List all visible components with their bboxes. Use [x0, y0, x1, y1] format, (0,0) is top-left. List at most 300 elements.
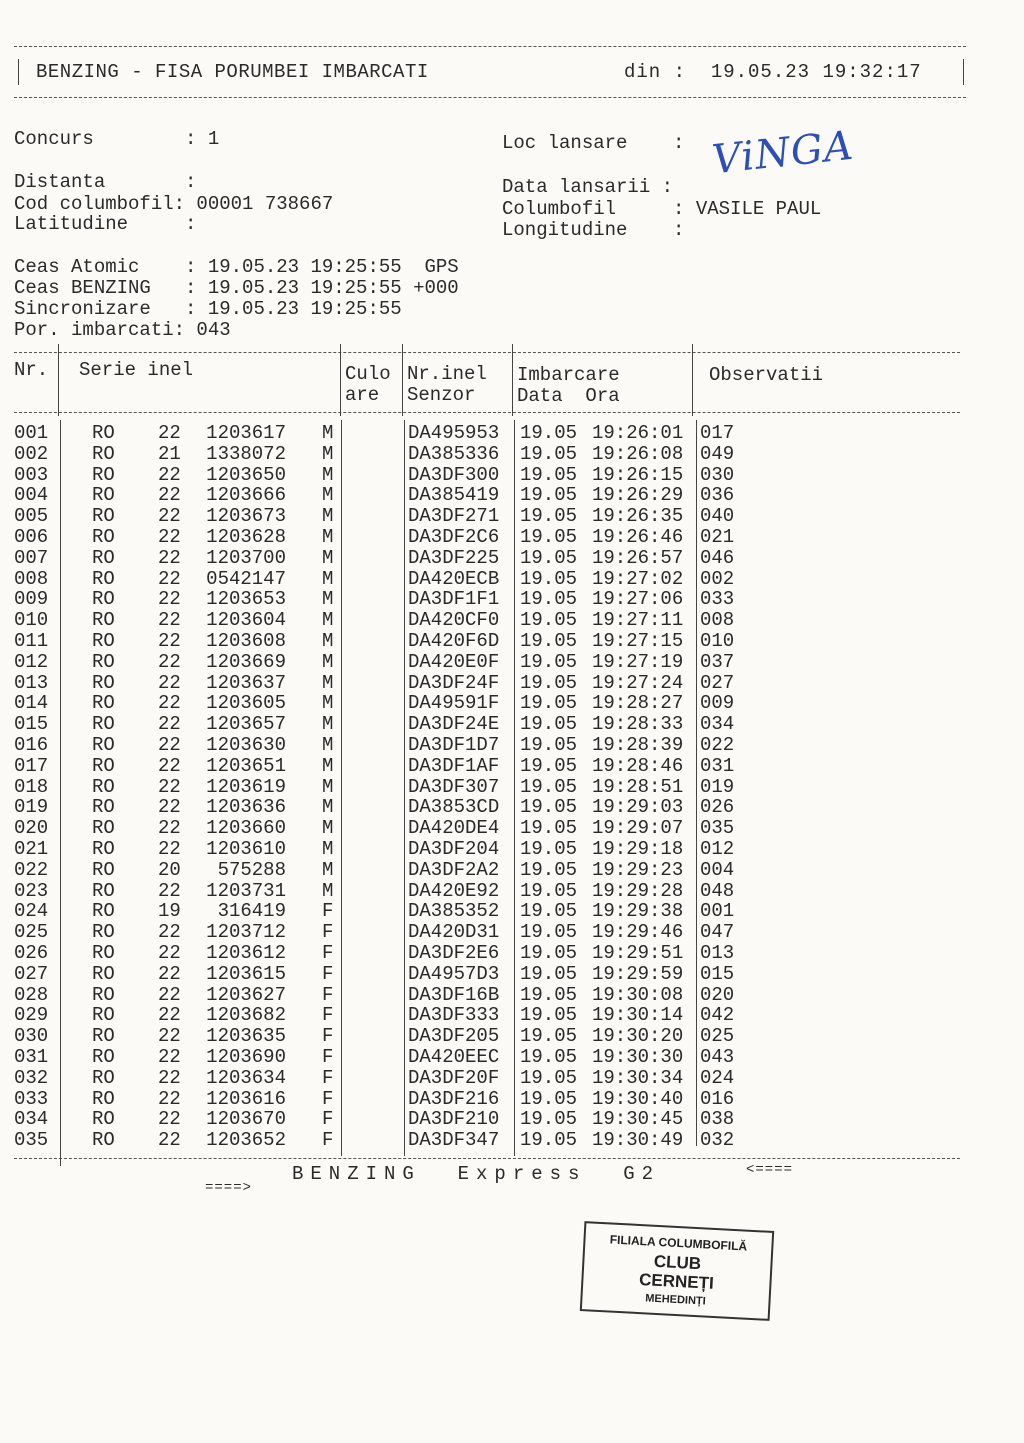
cell-nr: 022: [14, 858, 49, 881]
footer-right-arrow: <====: [746, 1162, 794, 1178]
cell-country: RO: [92, 671, 115, 694]
table-row: [0, 569, 1024, 590]
cell-date: 19.05: [520, 484, 578, 507]
ceas-benzing-line: Ceas BENZING : 19.05.23 19:25:55 +000: [14, 277, 459, 299]
cell-country: RO: [92, 1087, 115, 1110]
cell-time: 19:29:51: [592, 942, 684, 964]
cell-sensor: DA495953: [408, 422, 500, 444]
cell-nr: 019: [14, 796, 49, 819]
cell-ring: 1203690: [206, 1046, 286, 1068]
cell-sensor: DA3DF210: [408, 1108, 500, 1131]
cell-ring: 1203615: [206, 962, 286, 985]
cell-date: 19.05: [520, 630, 578, 652]
cell-nr: 034: [14, 1108, 49, 1131]
cell-sex: M: [322, 630, 334, 652]
cell-date: 19.05: [520, 546, 578, 569]
cell-country: RO: [92, 484, 115, 507]
cell-ring: 1203660: [206, 817, 286, 840]
cell-obs: 034: [700, 713, 735, 736]
cell-year: 22: [158, 1087, 181, 1110]
cell-country: RO: [92, 1129, 115, 1152]
cell-sensor: DA3DF1F1: [408, 588, 500, 611]
cod-columbofil-line: Cod columbofil: 00001 738667: [14, 193, 334, 215]
table-row: [0, 881, 1024, 902]
cell-nr: 021: [14, 838, 49, 860]
cell-ring: 1203619: [206, 775, 286, 798]
table-row: [0, 548, 1024, 569]
cell-time: 19:26:57: [592, 546, 684, 569]
cell-sex: M: [322, 858, 334, 881]
table-header-rule: [14, 412, 960, 413]
table-row: [0, 1026, 1024, 1047]
cell-ring: 1338072: [206, 442, 286, 465]
table-row: [0, 901, 1024, 922]
cell-obs: 020: [700, 983, 735, 1006]
cell-nr: 028: [14, 983, 49, 1006]
cell-date: 19.05: [520, 983, 578, 1006]
cell-time: 19:29:23: [592, 858, 684, 881]
table-row: [0, 756, 1024, 777]
table-row: [0, 777, 1024, 798]
cell-ring: 1203604: [206, 609, 286, 632]
cell-sensor: DA420EEC: [408, 1046, 500, 1068]
cell-time: 19:26:15: [592, 463, 684, 486]
report-date: [624, 61, 922, 83]
cell-country: RO: [92, 962, 115, 985]
cell-year: 22: [158, 1025, 181, 1048]
cell-ring: 1203635: [206, 1025, 286, 1048]
cell-year: 22: [158, 734, 181, 756]
cell-ring: 1203637: [206, 671, 286, 694]
cell-obs: 046: [700, 546, 735, 569]
cell-sensor: DA420E0F: [408, 650, 500, 673]
din-value: 19.05.23 19:32:17: [710, 61, 922, 83]
cell-sex: M: [322, 817, 334, 840]
cell-date: 19.05: [520, 713, 578, 736]
cell-year: 22: [158, 921, 181, 944]
cell-sex: F: [322, 1046, 334, 1068]
col-sep: [402, 344, 403, 416]
loc-lansare-line: Loc lansare :: [502, 132, 685, 154]
cell-nr: 009: [14, 588, 49, 611]
cell-obs: 024: [700, 1066, 735, 1089]
cell-ring: 1203650: [206, 463, 286, 486]
cell-year: 22: [158, 1066, 181, 1089]
table-row: [0, 444, 1024, 465]
cell-sex: F: [322, 1108, 334, 1131]
cell-sex: M: [322, 567, 334, 590]
cell-date: 19.05: [520, 609, 578, 632]
ceas-atomic-line: Ceas Atomic : 19.05.23 19:25:55 GPS: [14, 256, 459, 278]
cell-date: 19.05: [520, 526, 578, 548]
col-sep: [512, 344, 513, 416]
cell-time: 19:28:39: [592, 734, 684, 756]
cell-sensor: DA4957D3: [408, 962, 500, 985]
latitudine-line: Latitudine :: [14, 213, 197, 235]
table-row: [0, 1089, 1024, 1110]
table-row: [0, 964, 1024, 985]
cell-obs: 042: [700, 1004, 735, 1027]
cell-nr: 010: [14, 609, 49, 632]
cell-year: 22: [158, 983, 181, 1006]
cell-year: 22: [158, 526, 181, 548]
cell-ring: 1203731: [206, 879, 286, 902]
cell-sensor: DA420DE4: [408, 817, 500, 840]
cell-ring: 1203651: [206, 754, 286, 777]
cell-time: 19:30:45: [592, 1108, 684, 1131]
cell-nr: 005: [14, 505, 49, 528]
longitudine-line: Longitudine :: [502, 219, 685, 241]
cell-sensor: DA3DF205: [408, 1025, 500, 1048]
cell-sex: M: [322, 609, 334, 632]
cell-nr: 027: [14, 962, 49, 985]
table-row: [0, 860, 1024, 881]
cell-nr: 016: [14, 734, 49, 756]
por-imbarcati-line: Por. imbarcati: 043: [14, 319, 231, 341]
cell-nr: 030: [14, 1025, 49, 1048]
cell-obs: 037: [700, 650, 735, 673]
cell-sensor: DA420F6D: [408, 630, 500, 652]
table-row: [0, 1005, 1024, 1026]
cell-year: 22: [158, 1004, 181, 1027]
cell-sensor: DA3DF204: [408, 838, 500, 860]
cell-ring: 1203700: [206, 546, 286, 569]
cell-ring: 1203608: [206, 630, 286, 652]
cell-obs: 015: [700, 962, 735, 985]
cell-sex: M: [322, 422, 334, 444]
cell-ring: 1203617: [206, 422, 286, 444]
cell-date: 19.05: [520, 1108, 578, 1131]
cell-year: 22: [158, 484, 181, 507]
table-row: [0, 631, 1024, 652]
cell-obs: 047: [700, 921, 735, 944]
cell-country: RO: [92, 796, 115, 819]
cell-sensor: DA3DF2E6: [408, 942, 500, 964]
cell-time: 19:27:02: [592, 567, 684, 590]
table-row: [0, 485, 1024, 506]
cell-ring: 1203616: [206, 1087, 286, 1110]
cell-nr: 023: [14, 879, 49, 902]
distanta-line: Distanta :: [14, 171, 197, 193]
cell-country: RO: [92, 921, 115, 944]
cell-country: RO: [92, 526, 115, 548]
cell-sex: M: [322, 546, 334, 569]
cell-time: 19:30:30: [592, 1046, 684, 1068]
cell-obs: 035: [700, 817, 735, 840]
cell-date: 19.05: [520, 671, 578, 694]
cell-nr: 025: [14, 921, 49, 944]
cell-country: RO: [92, 775, 115, 798]
cell-obs: 025: [700, 1025, 735, 1048]
table-row: [0, 985, 1024, 1006]
cell-nr: 029: [14, 1004, 49, 1027]
sincronizare-line: Sincronizare : 19.05.23 19:25:55: [14, 298, 402, 320]
cell-year: 22: [158, 796, 181, 819]
cell-year: 22: [158, 422, 181, 444]
cell-year: 22: [158, 1129, 181, 1152]
cell-nr: 020: [14, 817, 49, 840]
cell-year: 22: [158, 1108, 181, 1131]
cell-nr: 017: [14, 754, 49, 777]
cell-date: 19.05: [520, 775, 578, 798]
cell-year: 22: [158, 630, 181, 652]
cell-time: 19:27:24: [592, 671, 684, 694]
cell-sensor: DA385336: [408, 442, 500, 465]
cell-sensor: DA385419: [408, 484, 500, 507]
stamp-line-3: CERNEȚI: [638, 1270, 715, 1293]
col-header-nrinel-1: Nr.inel: [407, 363, 487, 385]
cell-date: 19.05: [520, 754, 578, 777]
cell-sensor: DA49591F: [408, 692, 500, 715]
cell-country: RO: [92, 817, 115, 840]
cell-ring: 1203605: [206, 692, 286, 715]
col-header-culoare-2: are: [345, 384, 380, 406]
cell-date: 19.05: [520, 1066, 578, 1089]
table-row: [0, 673, 1024, 694]
cell-country: RO: [92, 713, 115, 736]
cell-country: RO: [92, 734, 115, 756]
cell-year: 22: [158, 692, 181, 715]
columbofil-line: Columbofil : VASILE PAUL: [502, 198, 822, 220]
cell-obs: 043: [700, 1046, 735, 1068]
cell-obs: 009: [700, 692, 735, 715]
cell-nr: 032: [14, 1066, 49, 1089]
cell-nr: 008: [14, 567, 49, 590]
col-header-nr: Nr.: [14, 359, 49, 381]
footer-text: BENZING Express G2: [292, 1163, 661, 1185]
cell-time: 19:26:01: [592, 422, 684, 444]
cell-sensor: DA3DF300: [408, 463, 500, 486]
table-row: [0, 589, 1024, 610]
cell-country: RO: [92, 567, 115, 590]
table-top-rule: [14, 352, 960, 353]
cell-sex: M: [322, 879, 334, 902]
cell-country: RO: [92, 546, 115, 569]
cell-nr: 024: [14, 900, 49, 923]
cell-date: 19.05: [520, 422, 578, 444]
table-row: [0, 1109, 1024, 1130]
cell-sex: M: [322, 796, 334, 819]
cell-nr: 026: [14, 942, 49, 964]
cell-sensor: DA3DF24E: [408, 713, 500, 736]
cell-sex: M: [322, 775, 334, 798]
cell-ring: 1203682: [206, 1004, 286, 1027]
cell-obs: 048: [700, 879, 735, 902]
table-row: [0, 714, 1024, 735]
cell-ring: 575288: [217, 858, 286, 881]
header-border-right: [963, 59, 964, 85]
cell-time: 19:30:20: [592, 1025, 684, 1048]
cell-ring: 1203652: [206, 1129, 286, 1152]
cell-obs: 008: [700, 609, 735, 632]
cell-date: 19.05: [520, 650, 578, 673]
din-label: din :: [624, 61, 687, 83]
col-sep: [692, 344, 693, 416]
cell-date: 19.05: [520, 442, 578, 465]
cell-sex: M: [322, 505, 334, 528]
col-header-serie: Serie inel: [79, 359, 194, 381]
cell-sex: M: [322, 734, 334, 756]
cell-sex: M: [322, 463, 334, 486]
cell-sensor: DA420E92: [408, 879, 500, 902]
cell-nr: 012: [14, 650, 49, 673]
cell-year: 21: [158, 442, 181, 465]
cell-sex: F: [322, 1129, 334, 1152]
col-header-imbarcare-2: Data Ora: [517, 385, 620, 407]
cell-sensor: DA3DF333: [408, 1004, 500, 1027]
cell-nr: 011: [14, 630, 49, 652]
cell-year: 22: [158, 671, 181, 694]
cell-ring: 1203628: [206, 526, 286, 548]
cell-country: RO: [92, 983, 115, 1006]
cell-year: 22: [158, 650, 181, 673]
cell-date: 19.05: [520, 817, 578, 840]
cell-time: 19:27:19: [592, 650, 684, 673]
cell-ring: 1203612: [206, 942, 286, 964]
cell-sex: M: [322, 754, 334, 777]
cell-year: 22: [158, 817, 181, 840]
cell-sex: F: [322, 1004, 334, 1027]
cell-country: RO: [92, 422, 115, 444]
cell-nr: 031: [14, 1046, 49, 1068]
cell-obs: 010: [700, 630, 735, 652]
cell-country: RO: [92, 838, 115, 860]
cell-sex: M: [322, 838, 334, 860]
cell-ring: 0542147: [206, 567, 286, 590]
col-header-observatii: Observatii: [709, 364, 824, 386]
cell-obs: 001: [700, 900, 735, 923]
cell-obs: 040: [700, 505, 735, 528]
cell-country: RO: [92, 588, 115, 611]
cell-obs: 022: [700, 734, 735, 756]
table-row: [0, 797, 1024, 818]
cell-country: RO: [92, 1004, 115, 1027]
cell-nr: 014: [14, 692, 49, 715]
cell-sensor: DA3DF347: [408, 1129, 500, 1152]
cell-date: 19.05: [520, 942, 578, 964]
cell-sensor: DA3DF2C6: [408, 526, 500, 548]
cell-sensor: DA420D31: [408, 921, 500, 944]
cell-year: 22: [158, 775, 181, 798]
cell-date: 19.05: [520, 1025, 578, 1048]
cell-ring: 1203627: [206, 983, 286, 1006]
cell-date: 19.05: [520, 838, 578, 860]
cell-time: 19:29:07: [592, 817, 684, 840]
cell-date: 19.05: [520, 1087, 578, 1110]
cell-year: 22: [158, 463, 181, 486]
cell-ring: 1203666: [206, 484, 286, 507]
cell-time: 19:29:18: [592, 838, 684, 860]
cell-time: 19:28:27: [592, 692, 684, 715]
cell-nr: 015: [14, 713, 49, 736]
cell-year: 22: [158, 567, 181, 590]
cell-sensor: DA3DF1D7: [408, 734, 500, 756]
cell-sensor: DA3DF24F: [408, 671, 500, 694]
cell-year: 22: [158, 1046, 181, 1068]
table-row: [0, 1047, 1024, 1068]
col-header-culoare-1: Culo: [345, 363, 391, 385]
table-row: [0, 693, 1024, 714]
cell-obs: 016: [700, 1087, 735, 1110]
cell-time: 19:29:59: [592, 962, 684, 985]
cell-obs: 033: [700, 588, 735, 611]
cell-obs: 017: [700, 422, 735, 444]
table-row: [0, 943, 1024, 964]
cell-nr: 035: [14, 1129, 49, 1152]
cell-nr: 018: [14, 775, 49, 798]
cell-nr: 033: [14, 1087, 49, 1110]
table-row: [0, 1130, 1024, 1151]
cell-date: 19.05: [520, 900, 578, 923]
cell-obs: 030: [700, 463, 735, 486]
cell-country: RO: [92, 1066, 115, 1089]
cell-year: 22: [158, 546, 181, 569]
cell-obs: 021: [700, 526, 735, 548]
cell-ring: 1203630: [206, 734, 286, 756]
cell-sensor: DA3DF16B: [408, 983, 500, 1006]
table-row: [0, 610, 1024, 631]
cell-nr: 003: [14, 463, 49, 486]
cell-year: 22: [158, 838, 181, 860]
cell-date: 19.05: [520, 1129, 578, 1152]
cell-country: RO: [92, 505, 115, 528]
cell-sensor: DA385352: [408, 900, 500, 923]
cell-country: RO: [92, 858, 115, 881]
cell-sex: F: [322, 942, 334, 964]
table-row: [0, 818, 1024, 839]
cell-time: 19:30:49: [592, 1129, 684, 1152]
cell-sex: M: [322, 671, 334, 694]
cell-date: 19.05: [520, 858, 578, 881]
cell-sex: M: [322, 484, 334, 507]
cell-year: 22: [158, 942, 181, 964]
table-row: [0, 652, 1024, 673]
cell-obs: 002: [700, 567, 735, 590]
table-row: [0, 465, 1024, 486]
cell-date: 19.05: [520, 879, 578, 902]
col-header-nrinel-2: Senzor: [407, 384, 476, 406]
table-row: [0, 1068, 1024, 1089]
cell-ring: 1203634: [206, 1066, 286, 1089]
cell-time: 19:29:03: [592, 796, 684, 819]
cell-date: 19.05: [520, 567, 578, 590]
cell-time: 19:26:29: [592, 484, 684, 507]
cell-time: 19:27:06: [592, 588, 684, 611]
report-title: BENZING - FISA PORUMBEI IMBARCATI: [36, 61, 429, 83]
table-row: [0, 506, 1024, 527]
table-row: [0, 527, 1024, 548]
cell-country: RO: [92, 1046, 115, 1068]
cell-country: RO: [92, 442, 115, 465]
cell-country: RO: [92, 1025, 115, 1048]
stamp-line-2: CLUB: [653, 1251, 702, 1274]
club-stamp: [580, 1221, 774, 1321]
cell-nr: 006: [14, 526, 49, 548]
data-lansarii-line: Data lansarii :: [502, 176, 674, 198]
cell-ring: 1203712: [206, 921, 286, 944]
cell-obs: 031: [700, 754, 735, 777]
cell-time: 19:30:40: [592, 1087, 684, 1110]
report-header: [14, 46, 966, 98]
cell-country: RO: [92, 879, 115, 902]
table-bottom-rule: [14, 1158, 960, 1159]
cell-nr: 001: [14, 422, 49, 444]
cell-nr: 004: [14, 484, 49, 507]
cell-obs: 038: [700, 1108, 735, 1131]
cell-time: 19:26:35: [592, 505, 684, 528]
cell-nr: 002: [14, 442, 49, 465]
cell-sex: F: [322, 962, 334, 985]
